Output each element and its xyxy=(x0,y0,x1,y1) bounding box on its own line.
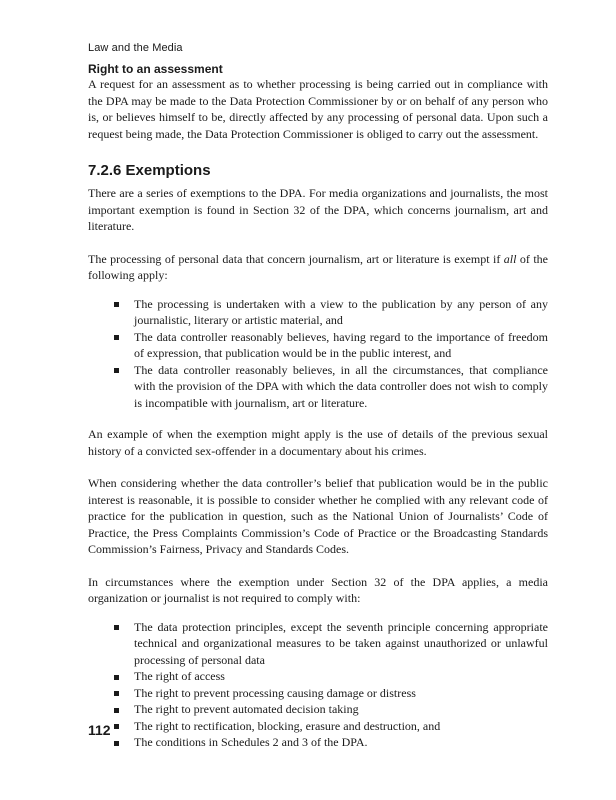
list-item xyxy=(134,701,548,718)
page-body xyxy=(88,42,548,766)
list-item-text: The right of access xyxy=(134,669,225,683)
bullet-icon xyxy=(114,691,119,696)
section-title: 7.2.6 Exemptions xyxy=(88,162,211,179)
list-item-text: The right to prevent automated decision taking xyxy=(134,702,359,716)
bullet-icon xyxy=(114,741,119,746)
bullet-icon xyxy=(114,368,119,373)
bullet-icon xyxy=(114,675,119,680)
page-number: 112 xyxy=(88,722,111,738)
conditions-lead-paragraph xyxy=(88,251,548,284)
bullet-icon xyxy=(114,708,119,713)
example-paragraph: An example of when the exemption might apply is the use of details of the previous sexual history of a convicted sex-offender in a documentary about his crimes. xyxy=(88,427,548,458)
running-head: Law and the Media xyxy=(88,42,183,54)
list-item-text: The data protection principles, except the seventh principle concerning appropriate technical and organizational measures to be taken against unauthorized or unlawful processing of personal data xyxy=(134,619,548,667)
conditions-list xyxy=(88,296,548,412)
circumstances-paragraph: In circumstances where the exemption under Section 32 of the DPA applies, a media organization or journalist is not required to comply with: xyxy=(88,574,548,605)
bullet-icon xyxy=(114,625,119,630)
list-item xyxy=(134,668,548,685)
list-item-text: The data controller reasonably believes, having regard to the importance of freedom of expression, that publication would be in the public interest, and xyxy=(134,329,548,360)
list-item xyxy=(134,718,548,735)
assessment-paragraph: A request for an assessment as to whether processing is being carried out in compliance with the DPA may be made to the Data Protection Commissioner by or on behalf of any person who is, or believes himself to be, directly affected by any processing of personal data. Upon such a request being made, the Data Protection Commissioner is obliged to carry out the assessment. xyxy=(88,77,548,141)
list-item-text: The right to rectification, blocking, erasure and destruction, and xyxy=(134,718,441,733)
lead-text-end: of the following apply: xyxy=(88,251,549,282)
list-item-text: The conditions in Schedules 2 and 3 of the DPA. xyxy=(134,735,368,749)
bullet-icon xyxy=(114,335,119,340)
list-item xyxy=(134,362,548,412)
list-item xyxy=(134,619,548,669)
subsection-heading: Right to an assessment xyxy=(88,62,223,76)
lead-text: The processing of personal data that concern journalism, art or literature is exempt if xyxy=(88,251,504,266)
list-item-text: The processing is undertaken with a view to the publication by any person of any journalistic, literary or artistic material, and xyxy=(134,296,548,327)
code-of-practice-paragraph: When considering whether the data controller’s belief that publication would be in the public interest is reasonable, it is possible to consider whether he complied with any relevant code of practice for the publication in question, such as the National Union of Journalists’ Code of Practice, the Press Complaints Commission’s Code of Practice or the Broadcasting Standards Commission’s Fairness, Privacy and Standards Codes. xyxy=(88,476,548,556)
list-item-text: The right to prevent processing causing damage or distress xyxy=(134,685,416,700)
bullet-icon xyxy=(114,302,119,307)
not-required-list xyxy=(88,619,548,751)
list-item xyxy=(134,329,548,362)
exemptions-intro-paragraph: There are a series of exemptions to the DPA. For media organizations and journalists, the most important exemption is found in Section 32 of the DPA, which concerns journalism, art and literature. xyxy=(88,186,548,233)
list-item xyxy=(134,734,548,751)
emphasis-all: all xyxy=(503,251,517,266)
bullet-icon xyxy=(114,724,119,729)
list-item xyxy=(134,685,548,702)
list-item xyxy=(134,296,548,329)
list-item-text: The data controller reasonably believes, in all the circumstances, that compliance with the provision of the DPA with which the data controller does not wish to comply is incompatible with journalism, art or literature. xyxy=(134,362,548,410)
